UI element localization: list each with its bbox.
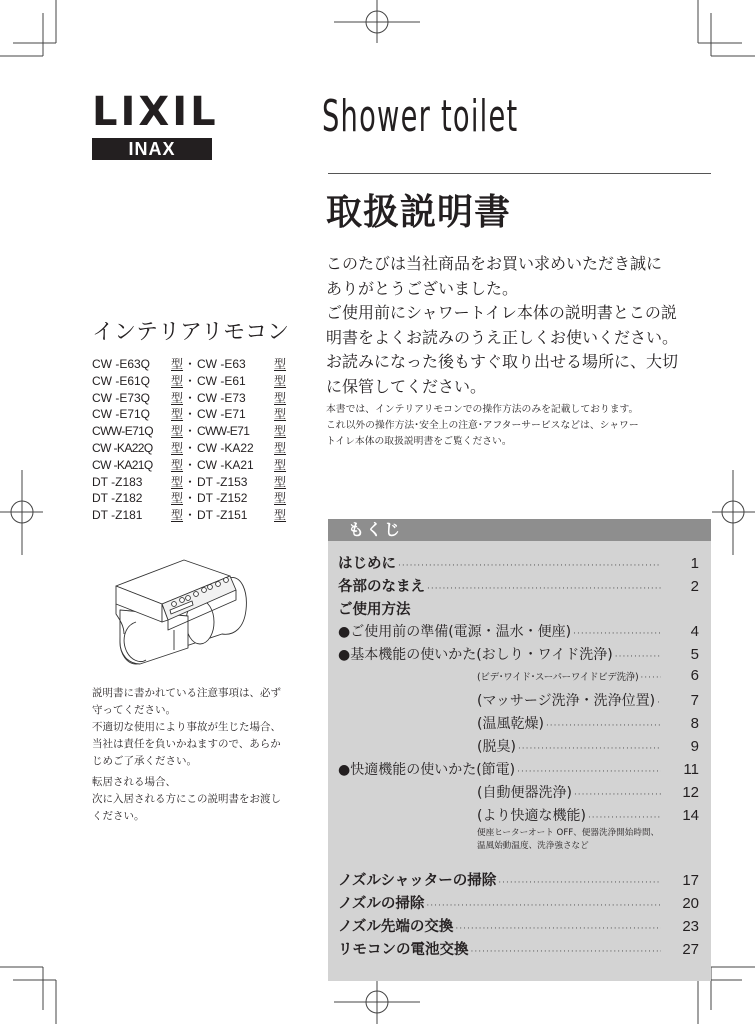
intro-line: お読みになった後もすぐ取り出せる場所に、大切 xyxy=(326,352,679,372)
inax-wordmark: INAX xyxy=(92,138,212,160)
toc-entry-nozzle-shutter-cleaning[interactable]: ノズルシャッターの掃除 ····· 17 xyxy=(338,869,711,892)
model-code: CW -E61 xyxy=(197,373,246,388)
intro-line: このたびは当社商品をお買い求めいただき誠に xyxy=(326,254,663,273)
caution-line: 次に入居される方にこの説明書をお渡し xyxy=(92,793,281,805)
intro-paragraph xyxy=(326,252,679,400)
toc-section-usage: ご使用方法 xyxy=(338,602,411,618)
toc-entry-introduction[interactable]: はじめに ····· 1 xyxy=(338,552,711,575)
model-code: DT -Z151 xyxy=(197,508,248,523)
model-code: CW -E73Q xyxy=(92,390,151,405)
type-mark: 型 xyxy=(171,508,184,523)
model-code: CW -KA22Q xyxy=(92,440,153,455)
toc-page-number: 4 xyxy=(690,623,699,640)
toc-page-number: 17 xyxy=(682,872,699,889)
type-mark: 型 xyxy=(171,457,184,472)
caution-line: 説明書に書かれている注意事項は、必ず xyxy=(92,687,281,699)
product-title: インテリアリモコン xyxy=(92,320,290,345)
model-code: CW -E73 xyxy=(197,390,246,405)
type-mark: 型 xyxy=(171,491,184,506)
note-line: トイレ本体の取扱説明書をご覧ください。 xyxy=(326,436,512,447)
table-of-contents xyxy=(328,519,711,981)
model-row xyxy=(92,423,286,440)
type-mark: 型 xyxy=(274,373,287,388)
type-mark: 型 xyxy=(171,440,184,455)
toc-page-number: 20 xyxy=(682,895,699,912)
type-mark: 型 xyxy=(171,373,184,388)
toc-entry-battery-replacement[interactable]: リモコンの電池交換 ····· 27 xyxy=(338,938,711,961)
type-mark: 型 xyxy=(274,491,287,506)
model-row xyxy=(92,373,286,390)
separator: ･ xyxy=(187,407,194,422)
type-mark: 型 xyxy=(171,474,184,489)
toc-comfort-features-note: 便座ヒーターオート OFF、便器洗浄開始時間、 温風始動温度、洗浄強さなど xyxy=(477,828,660,851)
model-code: CW -E63Q xyxy=(92,357,151,371)
caution-line: 転居される場合、 xyxy=(92,776,176,788)
toc-entry-bidet-wash[interactable]: (ビデ･ワイド･スーパーワイドビデ洗浄) ····· 6 xyxy=(338,667,711,690)
toc-entry-nozzle-tip-replacement[interactable]: ノズル先端の交換 ····· 23 xyxy=(338,915,711,938)
toc-entry-massage-wash[interactable]: (マッサージ洗浄・洗浄位置) ····· 7 xyxy=(338,690,711,713)
toc-page-number: 27 xyxy=(682,941,699,958)
model-code: CW -KA21 xyxy=(197,457,254,472)
model-code: CW -E71 xyxy=(197,407,246,422)
toc-page-number: 12 xyxy=(682,784,699,801)
model-code: CWW-E71 xyxy=(197,424,250,439)
type-mark: 型 xyxy=(274,407,287,422)
lixil-inax-logo xyxy=(92,89,219,160)
model-code: DT -Z183 xyxy=(92,474,143,489)
model-row xyxy=(92,406,286,423)
model-code: CW -KA22 xyxy=(197,440,254,455)
type-mark: 型 xyxy=(171,357,184,371)
type-mark: 型 xyxy=(274,357,287,371)
toc-page-number: 23 xyxy=(682,918,699,935)
type-mark: 型 xyxy=(274,508,287,523)
separator: ･ xyxy=(187,390,194,405)
note-line: 本書では、インテリアリモコンでの操作方法のみを記載しております。 xyxy=(326,404,639,415)
intro-line: に保管してください。 xyxy=(326,376,487,396)
intro-line: 明書をよくお読みのうえ正しくお使いください。 xyxy=(326,327,679,347)
type-mark: 型 xyxy=(274,457,287,472)
toc-page-number: 5 xyxy=(690,646,699,663)
shower-toilet-title: Shower toilet xyxy=(322,91,519,142)
model-row xyxy=(92,390,286,407)
type-mark: 型 xyxy=(171,390,184,405)
model-code: DT -Z153 xyxy=(197,474,248,489)
model-row xyxy=(92,356,286,373)
separator: ･ xyxy=(187,457,194,472)
separator: ･ xyxy=(187,474,194,489)
caution-line: 守ってください。 xyxy=(92,704,176,716)
caution-notes xyxy=(92,685,307,825)
toc-entry-part-names[interactable]: 各部のなまえ ····· 2 xyxy=(338,575,711,598)
toc-entry-comfort-features[interactable]: (より快適な機能) ····· 14 xyxy=(338,805,711,828)
separator: ･ xyxy=(187,357,194,371)
model-row xyxy=(92,440,286,457)
model-code: CWW-E71Q xyxy=(92,424,153,439)
model-code: CW -E61Q xyxy=(92,373,151,388)
model-code: CW -E63 xyxy=(197,357,246,371)
type-mark: 型 xyxy=(274,390,287,405)
separator: ･ xyxy=(187,491,194,506)
model-list xyxy=(92,356,286,524)
toc-page-number: 9 xyxy=(690,738,699,755)
toc-page-number: 14 xyxy=(682,807,699,824)
type-mark: 型 xyxy=(274,474,287,489)
toc-page-number: 8 xyxy=(690,715,699,732)
toc-page-number: 1 xyxy=(690,555,699,572)
type-mark: 型 xyxy=(171,424,184,439)
model-code: DT -Z182 xyxy=(92,491,143,506)
type-mark: 型 xyxy=(171,407,184,422)
toc-heading: もくじ xyxy=(328,519,711,541)
type-mark: 型 xyxy=(274,424,287,439)
toc-entry-deodorize[interactable]: (脱臭) ····· 9 xyxy=(338,736,711,759)
model-row xyxy=(92,457,286,474)
toc-entry-preparation[interactable]: ●ご使用前の準備 (電源・温水・便座) ····· 4 xyxy=(338,621,711,644)
model-row xyxy=(92,490,286,507)
model-code: CW -E71Q xyxy=(92,407,151,422)
caution-line: じめご了承ください。 xyxy=(92,755,197,767)
toc-entry-basic-rear-wash[interactable]: ●基本機能の使いかた (おしり・ワイド洗浄) ····· 5 xyxy=(338,644,711,667)
separator: ･ xyxy=(187,508,194,523)
toc-entry-auto-flush[interactable]: (自動便器洗浄) ····· 12 xyxy=(338,782,711,805)
header-divider xyxy=(328,173,711,174)
toc-page-number: 2 xyxy=(690,578,699,595)
toc-entry-warm-air-dry[interactable]: (温風乾燥) ····· 8 xyxy=(338,713,711,736)
toc-page-number: 6 xyxy=(690,667,699,684)
model-row xyxy=(92,507,286,524)
document-title: 取扱説明書 xyxy=(326,192,512,233)
separator: ･ xyxy=(187,373,194,388)
intro-line: ありがとうございました。 xyxy=(326,278,519,298)
lixil-wordmark: LIXIL xyxy=(92,89,219,135)
caution-line: ください。 xyxy=(92,810,145,822)
separator: ･ xyxy=(187,424,194,439)
caution-line: 不適切な使用により事故が生じた場合、 xyxy=(92,721,281,733)
toc-body xyxy=(328,541,711,961)
separator: ･ xyxy=(187,440,194,455)
model-code: DT -Z152 xyxy=(197,491,248,506)
remote-control-illustration xyxy=(110,530,255,670)
toc-entry-power-saving[interactable]: ●快適機能の使いかた (節電) ····· 11 xyxy=(338,759,711,782)
toc-entry-nozzle-cleaning[interactable]: ノズルの掃除 ····· 20 xyxy=(338,892,711,915)
scope-note xyxy=(326,402,686,450)
caution-line: 当社は責任を負いかねますので、あらか xyxy=(92,738,281,750)
type-mark: 型 xyxy=(274,440,287,455)
toc-page-number: 11 xyxy=(683,761,699,778)
intro-line: ご使用前にシャワートイレ本体の説明書とこの説 xyxy=(326,303,677,323)
model-code: DT -Z181 xyxy=(92,508,143,523)
model-code: CW -KA21Q xyxy=(92,457,153,472)
toc-page-number: 7 xyxy=(690,692,699,709)
note-line: これ以外の操作方法･安全上の注意･アフターサービスなどは、シャワー xyxy=(326,420,639,431)
model-row xyxy=(92,474,286,491)
